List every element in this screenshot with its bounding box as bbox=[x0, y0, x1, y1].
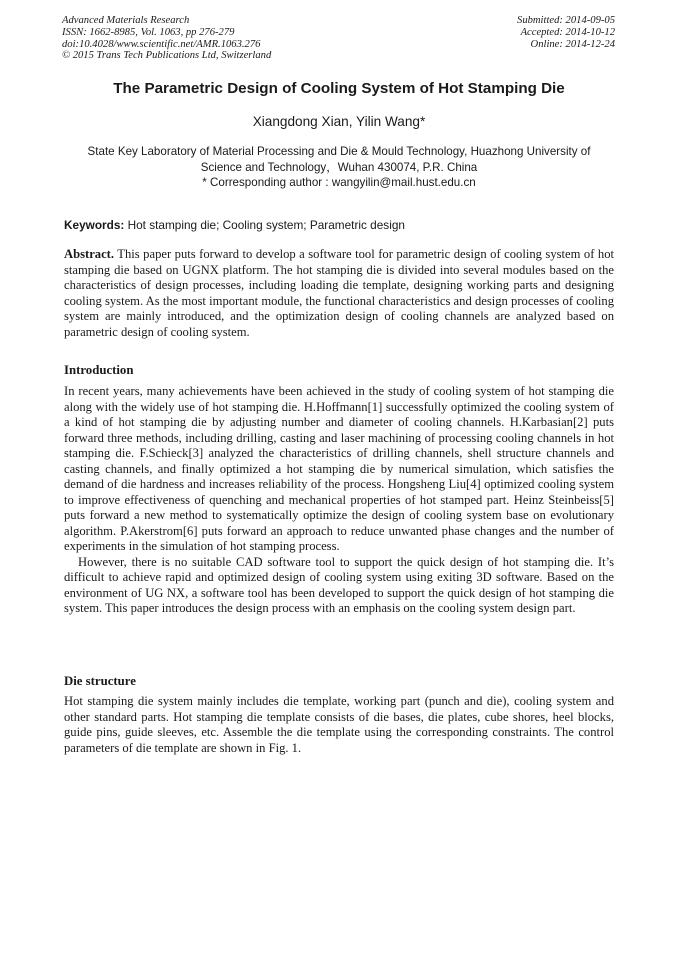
paper-authors: Xiangdong Xian, Yilin Wang* bbox=[252, 114, 426, 129]
keywords bbox=[64, 218, 616, 232]
keywords-label: Keywords: bbox=[64, 218, 125, 232]
die-structure-body bbox=[64, 694, 614, 756]
introduction-heading: Introduction bbox=[64, 363, 134, 377]
submitted-date: Submitted: 2014-09-05 bbox=[517, 15, 615, 26]
journal-name: Advanced Materials Research bbox=[62, 15, 190, 26]
keywords-text: Hot stamping die; Cooling system; Parametric design bbox=[124, 218, 405, 232]
journal-doi: doi:10.4028/www.scientific.net/AMR.1063.276 bbox=[62, 38, 261, 50]
introduction-body bbox=[64, 384, 614, 617]
journal-info bbox=[62, 15, 271, 62]
abstract-label: Abstract. bbox=[64, 247, 115, 261]
die-structure-paragraph: Hot stamping die system mainly includes die template, working part (punch and die), cooling system and other standard parts. Hot stamping die template consists of die bases, die plates, cube shores, heel blocks, guide pins, guide sleeves, etc. Assemble the die template using the corresponding constraints. The control parameters of die template are shown in Fig. 1. bbox=[64, 694, 614, 755]
online-date: Online: 2014-12-24 bbox=[530, 38, 615, 50]
affiliation-line-1: State Key Laboratory of Material Processing and Die & Mould Technology, Huazhong University of bbox=[87, 145, 591, 158]
corresponding-author: * Corresponding author : wangyilin@mail.hust.edu.cn bbox=[202, 176, 476, 189]
affiliation bbox=[62, 144, 616, 191]
affiliation-line-2: Science and Technology，Wuhan 430074, P.R. China bbox=[200, 160, 478, 174]
abstract-text: This paper puts forward to develop a software tool for parametric design of cooling system of hot stamping die based on UGNX platform. The hot stamping die is divided into several modules based on the characteristics of design processes, including loading die template, designing working parts and designing cooling system. As the most important module, the functional characteristics and design processes of cooling system are mainly introduced, and the optimization design of cooling channels are analyzed based on parametric design of cooling system. bbox=[64, 247, 614, 339]
journal-issn: ISSN: 1662-8985, Vol. 1063, pp 276-279 bbox=[62, 26, 235, 38]
journal-copyright: © 2015 Trans Tech Publications Ltd, Switzerland bbox=[62, 50, 272, 62]
accepted-date: Accepted: 2014-10-12 bbox=[520, 26, 615, 38]
die-structure-heading: Die structure bbox=[64, 674, 136, 688]
introduction-paragraph-2: However, there is no suitable CAD software tool to support the quick design of hot stamping die. It’s difficult to achieve rapid and optimized design of cooling system using exiting 3D software. Based on the environment of UG NX, a software tool has been developed to support the quick design of hot stamping die system. This paper introduces the design process with an emphasis on the cooling system design part. bbox=[64, 554, 614, 615]
submission-dates bbox=[517, 15, 615, 50]
paper-title: The Parametric Design of Cooling System of Hot Stamping Die bbox=[113, 80, 565, 97]
abstract bbox=[64, 247, 614, 340]
introduction-paragraph-1: In recent years, many achievements have been achieved in the study of cooling system of hot stamping die along with the widely use of hot stamping die. H.Hoffmann[1] successfully optimized the cooling system of a kind of hot stamping die by adjusting number and diameter of cooling channels. H.Karbasian[2] puts forward three methods, including drilling, casting and laser machining of processing cooling channels in hot stamping die. F.Schieck[3] analyzed the characteristics of drilling channels, shell structure channels and casting channels, and finally optimized a hot stamping die by numerical simulation, which satisfies the demand of die hardness and increases reliability of the process. Hongsheng Liu[4] optimized cooling system to improve effectiveness of quenching and mechanical properties of hot stamped part. Heinz Steinbeiss[5] puts forward a new method to systematically optimize the design of cooling system base on evolutionary algorithm. P.Akerstrom[6] puts forward an approach to reduce unwanted phase changes and the number of experiments in the simulation of hot stamping process. bbox=[64, 384, 614, 553]
